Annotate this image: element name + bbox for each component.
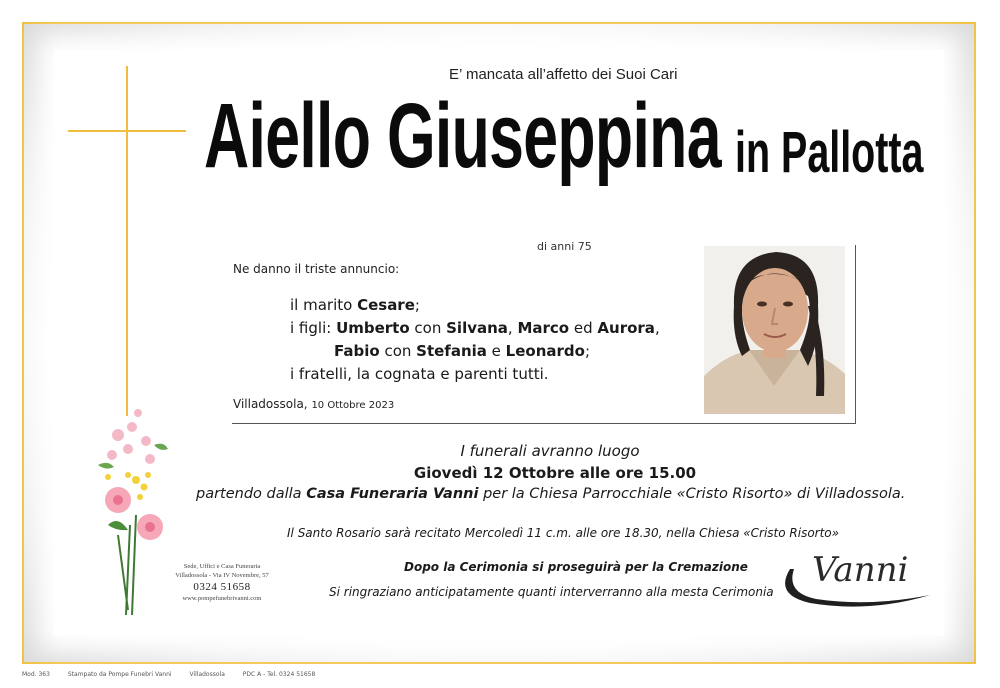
agency-address: Villadossola - Via IV Novembre, 57 — [175, 572, 269, 579]
family-line-children-cont: Fabio con Stefania e Leonardo; — [334, 342, 591, 360]
footer-model: Mod. 363 — [22, 671, 50, 678]
thanks-notice: Si ringraziano anticipatamente quanti interverranno alla mesta Cerimonia — [329, 585, 774, 599]
funeral-intro: I funerali avranno luogo — [460, 442, 640, 460]
family-line-children: i figli: Umberto con Silvana, Marco ed Aurora, — [290, 319, 660, 337]
deceased-name: Aiello Giuseppina — [204, 85, 721, 187]
print-footer — [22, 671, 331, 678]
place-date: Villadossola, 10 Ottobre 2023 — [233, 397, 395, 411]
vanni-logo-text: Vanni — [812, 550, 909, 590]
agency-website: www.pompefunebrivanni.com — [182, 595, 262, 602]
agency-info — [172, 562, 272, 603]
portrait-image — [704, 246, 845, 414]
announcement-label: Ne danno il triste annuncio: — [233, 262, 400, 276]
married-name: in Pallotta — [735, 120, 924, 185]
cross-horizontal-bar — [68, 130, 186, 132]
funeral-route: partendo dalla Casa Funeraria Vanni per la Chiesa Parrocchiale «Cristo Risorto» di Villadossola. — [196, 486, 906, 502]
agency-phone: 0324 51658 — [193, 581, 251, 593]
agency-line1: Sede, Uffici e Casa Funeraria — [183, 563, 261, 570]
funeral-date-time: Giovedì 12 Ottobre alle ore 15.00 — [413, 464, 697, 482]
family-line-spouse: il marito Cesare; — [290, 296, 420, 314]
footer-contact: PDC A - Tel. 0324 51658 — [242, 671, 316, 678]
cross-vertical-bar — [126, 66, 128, 416]
footer-printer: Stampato da Pompe Funebri Vanni — [67, 671, 172, 678]
rosary-notice: Il Santo Rosario sarà recitato Mercoledì 11 c.m. alle ore 18.30, nella Chiesa «Cristo Risorto» — [287, 526, 840, 540]
intro-text: E’ mancata all’affetto dei Suoi Cari — [449, 66, 678, 83]
portrait-photo — [704, 246, 845, 414]
cremation-notice: Dopo la Cerimonia si proseguirà per la Cremazione — [404, 560, 748, 574]
flower-bouquet-icon — [88, 405, 178, 620]
family-list — [290, 294, 660, 386]
footer-town: Villadossola — [189, 671, 225, 678]
age-text: di anni 75 — [537, 240, 592, 253]
family-line-relatives: i fratelli, la cognata e parenti tutti. — [290, 365, 549, 383]
